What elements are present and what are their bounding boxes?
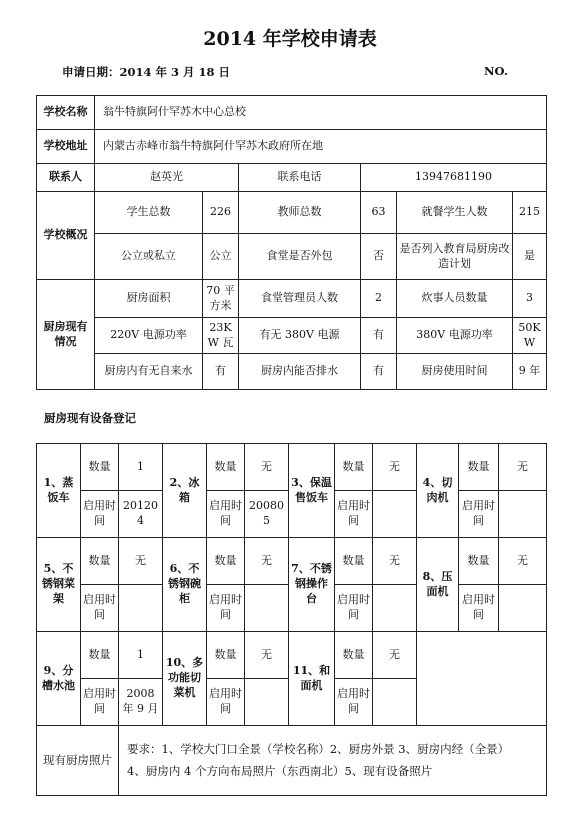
equipment-name: 4、切肉机 [417,444,459,538]
listed-label: 是否列入教育局厨房改造计划 [397,234,513,280]
managers-label: 食堂管理员人数 [239,280,361,318]
managers-value: 2 [361,280,397,318]
form-title: 2014 年学校申请表 [203,28,377,50]
cooks-label: 炊事人员数量 [397,280,513,318]
equipment-name: 6、不锈钢碗柜 [163,538,207,632]
equipment-name: 9、分槽水池 [37,632,81,726]
equipment-qty: 无 [499,538,547,585]
start-label: 启用时间 [207,491,245,538]
start-label: 启用时间 [335,585,373,632]
qty-label: 数量 [81,444,119,491]
equipment-qty: 无 [245,632,289,679]
diners-value: 215 [513,192,547,234]
start-label: 启用时间 [335,491,373,538]
qty-label: 数量 [81,632,119,679]
outsourced-value: 否 [361,234,397,280]
power220-label: 220V 电源功率 [95,318,203,354]
students-value: 226 [203,192,239,234]
type-value: 公立 [203,234,239,280]
equipment-name: 7、不锈钢操作台 [289,538,335,632]
equipment-start: 201204 [119,491,163,538]
equipment-qty: 无 [245,444,289,491]
cooks-value: 3 [513,280,547,318]
equipment-qty: 无 [119,538,163,585]
drain-label: 厨房内能否排水 [239,354,361,390]
start-label: 启用时间 [459,491,499,538]
start-label: 启用时间 [207,585,245,632]
type-label: 公立或私立 [95,234,203,280]
qty-label: 数量 [459,538,499,585]
start-label: 启用时间 [459,585,499,632]
power220-value: 23KW 瓦 [203,318,239,354]
water-label: 厨房内有无自来水 [95,354,203,390]
students-label: 学生总数 [95,192,203,234]
equipment-start [119,585,163,632]
contact-label: 联系人 [37,164,95,192]
photo-requirements [119,726,547,796]
equipment-qty: 无 [373,632,417,679]
start-label: 启用时间 [81,585,119,632]
equipment-qty: 无 [499,444,547,491]
power380-label: 380V 电源功率 [397,318,513,354]
equipment-start [245,679,289,726]
equipment-start [373,491,417,538]
equipment-name: 11、和面机 [289,632,335,726]
equipment-name: 2、冰箱 [163,444,207,538]
equipment-qty: 无 [245,538,289,585]
form-number-label: NO. [484,64,508,78]
power380-value: 50KW [513,318,547,354]
area-value: 70 平方米 [203,280,239,318]
has380-label: 有无 380V 电源 [239,318,361,354]
phone-value: 13947681190 [361,164,547,192]
overview-label: 学校概况 [37,192,95,280]
equipment-name: 8、压面机 [417,538,459,632]
equipment-name: 1、蒸饭车 [37,444,81,538]
equipment-start [245,585,289,632]
qty-label: 数量 [335,632,373,679]
has380-value: 有 [361,318,397,354]
requirements-line-2: 4、厨房内 4 个方向布局照片（东西南北）5、现有设备照片 [127,763,433,778]
area-label: 厨房面积 [95,280,203,318]
start-label: 启用时间 [81,491,119,538]
qty-label: 数量 [207,444,245,491]
contact-value: 赵英光 [95,164,239,192]
address-value: 内蒙古赤峰市翁牛特旗阿什罕苏木政府所在地 [95,130,547,164]
equipment-name: 5、不锈钢菜架 [37,538,81,632]
listed-value: 是 [513,234,547,280]
equipment-start: 200805 [245,491,289,538]
school-name-label: 学校名称 [37,96,95,130]
equipment-start: 2008 年 9 月 [119,679,163,726]
equipment-qty: 1 [119,632,163,679]
teachers-label: 教师总数 [239,192,361,234]
teachers-value: 63 [361,192,397,234]
diners-label: 就餐学生人数 [397,192,513,234]
kitchen-status-label: 厨房现有情况 [37,280,95,390]
photos-label: 现有厨房照片 [37,726,119,796]
qty-label: 数量 [335,538,373,585]
requirements-line-1: 要求：1、学校大门口全景（学校名称）2、厨房外景 3、厨房内经（全景） [127,741,510,756]
water-value: 有 [203,354,239,390]
start-label: 启用时间 [207,679,245,726]
start-label: 启用时间 [335,679,373,726]
qty-label: 数量 [459,444,499,491]
phone-label: 联系电话 [239,164,361,192]
application-date: 申请日期：2014 年 3 月 18 日 [62,65,231,79]
start-label: 启用时间 [81,679,119,726]
school-name-value: 翁牛特旗阿什罕苏木中心总校 [95,96,547,130]
equipment-name: 3、保温售饭车 [289,444,335,538]
equipment-start [499,585,547,632]
equipment-qty: 无 [373,538,417,585]
qty-label: 数量 [207,538,245,585]
equipment-qty: 1 [119,444,163,491]
years-value: 9 年 [513,354,547,390]
qty-label: 数量 [335,444,373,491]
equipment-table [36,443,547,796]
qty-label: 数量 [81,538,119,585]
years-label: 厨房使用时间 [397,354,513,390]
school-info-table [36,95,547,390]
empty-cell [417,632,547,726]
equipment-start [373,679,417,726]
qty-label: 数量 [207,632,245,679]
outsourced-label: 食堂是否外包 [239,234,361,280]
drain-value: 有 [361,354,397,390]
equipment-qty: 无 [373,444,417,491]
equipment-start [373,585,417,632]
equipment-section-title: 厨房现有设备登记 [44,411,136,425]
equipment-name: 10、多功能切菜机 [163,632,207,726]
equipment-start [499,491,547,538]
address-label: 学校地址 [37,130,95,164]
